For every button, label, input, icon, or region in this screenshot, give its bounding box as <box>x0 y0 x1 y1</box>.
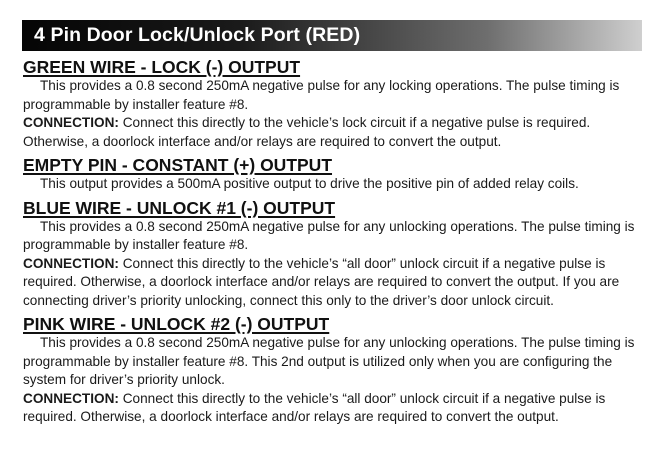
document-body <box>23 57 638 427</box>
banner-title: 4 Pin Door Lock/Unlock Port (RED) <box>34 24 361 46</box>
section-description <box>23 334 638 390</box>
connection-label: CONNECTION: <box>23 390 119 406</box>
connection-text: Connect this directly to the vehicle’s “all door” unlock circuit if a negative pulse is required. Otherwise, a doorlock interface and/or relays are required to convert the output. <box>23 390 606 424</box>
connection-text: Connect this directly to the vehicle’s lock circuit if a negative pulse is required. Otherwise, a doorlock interface and/or relays are required to convert the output. <box>23 115 591 149</box>
section-description <box>23 77 638 114</box>
section-heading: EMPTY PIN - CONSTANT (+) OUTPUT <box>23 155 333 175</box>
section-heading: PINK WIRE - UNLOCK #2 (-) OUTPUT <box>23 314 330 334</box>
description-text: This provides a 0.8 second 250mA negative pulse for any locking operations. The pulse timing is programmable by installer feature #8. <box>23 78 620 112</box>
section-green-wire <box>23 57 638 151</box>
section-pink-wire <box>23 314 638 427</box>
connection-label: CONNECTION: <box>23 255 119 271</box>
section-description <box>23 218 638 255</box>
section-connection <box>23 114 638 151</box>
connection-label: CONNECTION: <box>23 115 119 130</box>
section-description <box>23 175 638 194</box>
section-connection <box>23 255 638 311</box>
section-empty-pin <box>23 155 638 194</box>
section-heading: GREEN WIRE - LOCK (-) OUTPUT <box>23 57 301 77</box>
section-connection <box>23 390 638 427</box>
description-text: This output provides a 500mA positive output to drive the positive pin of added relay coils. <box>40 176 579 191</box>
description-text: This provides a 0.8 second 250mA negative pulse for any unlocking operations. The pulse timing is programmable by installer feature #8. This 2nd output is utilized only when you are configuring the system for driver’s priority unlock. <box>23 335 635 387</box>
section-heading: BLUE WIRE - UNLOCK #1 (-) OUTPUT <box>23 197 336 218</box>
description-text: This provides a 0.8 second 250mA negative pulse for any unlocking operations. The pulse timing is programmable by installer feature #8. <box>23 218 635 252</box>
section-blue-wire <box>23 198 638 311</box>
connection-text: Connect this directly to the vehicle’s “all door” unlock circuit if a negative pulse is required. Otherwise, a doorlock interface and/or relays are required to convert the output. If you are connecting driver’s priority unlocking, connect this only to the driver’s door unlock circuit. <box>23 255 620 308</box>
section-banner <box>22 20 642 51</box>
